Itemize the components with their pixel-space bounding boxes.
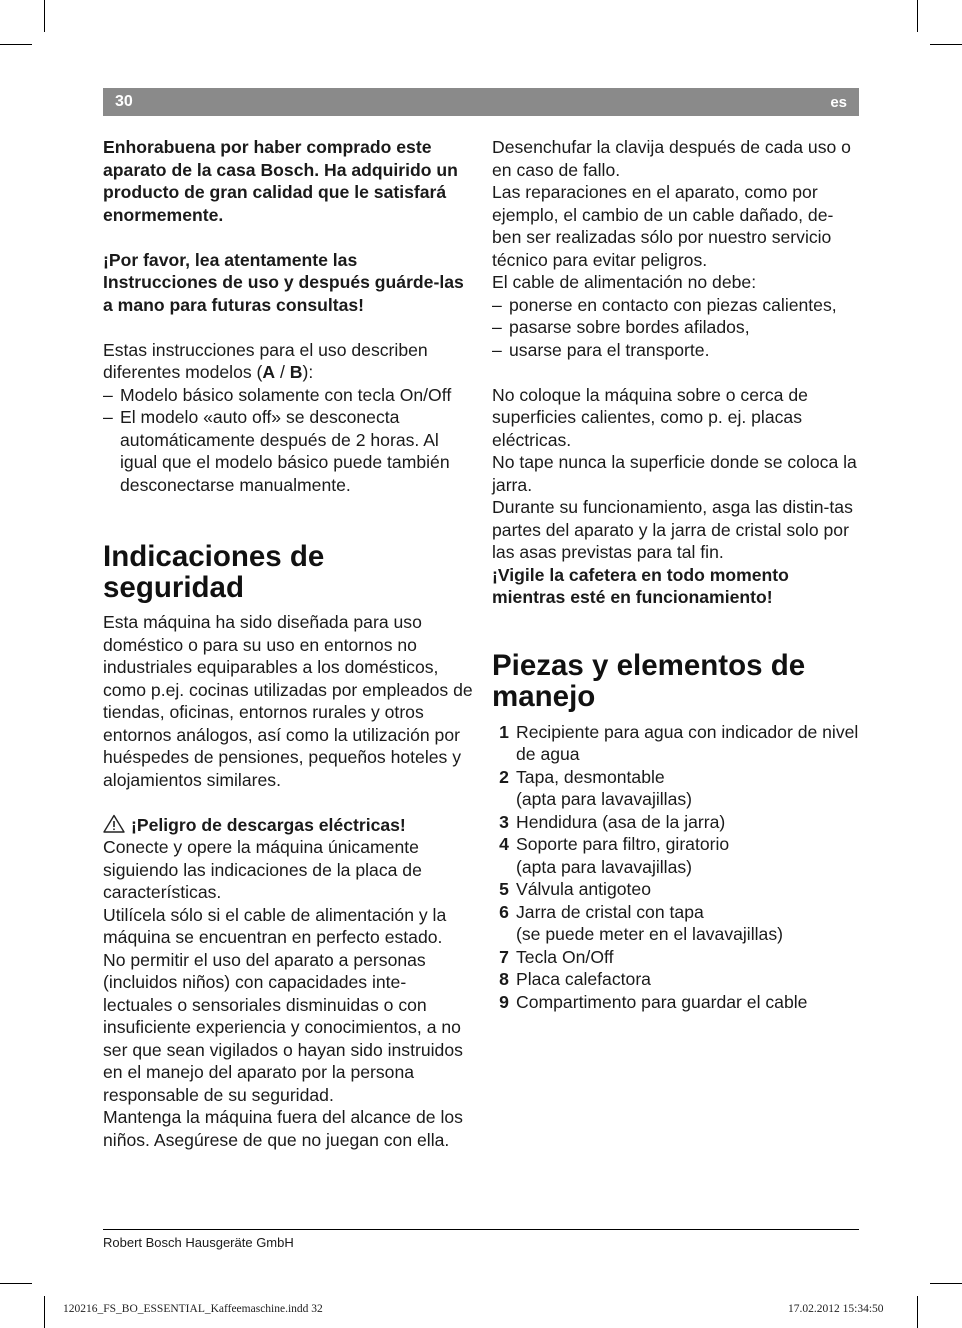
- footer-company: Robert Bosch Hausgeräte GmbH: [103, 1235, 294, 1250]
- part-number: 6: [499, 901, 509, 922]
- part-note: (se puede meter en el lavavajillas): [516, 924, 783, 944]
- model-a: A: [262, 362, 276, 382]
- warning-paragraph: Utilícela sólo si el cable de alimentación y la máquina se encuentran en perfecto estado.: [103, 904, 447, 947]
- print-slug-timestamp: 17.02.2012 15:34:50: [788, 1303, 884, 1315]
- models-intro-text: Estas instrucciones para el uso describen diferentes modelos (: [103, 339, 428, 382]
- part-number: 5: [499, 879, 509, 899]
- crop-mark: [0, 44, 32, 45]
- part-number: 9: [499, 991, 509, 1012]
- right-paragraph: El cable de alimentación no debe:: [492, 272, 757, 292]
- part-number: 1: [499, 721, 509, 742]
- warning-triangle-icon: [103, 814, 125, 833]
- parts-heading: Piezas y elementos de manejo: [492, 648, 806, 713]
- cable-item: – ponerse en contacto con piezas calientes,: [492, 294, 862, 317]
- models-separator: /: [275, 362, 290, 382]
- left-column: [103, 136, 473, 1151]
- warning-paragraph: Conecte y opere la máquina únicamente siguiendo las indicaciones de la placa de características.: [103, 837, 422, 902]
- models-intro-end: ):: [302, 362, 314, 382]
- crop-mark: [44, 0, 45, 32]
- model-item: – El modelo «auto off» se desconecta automáticamente después de 2 horas. Al igual que el modelo básico puede también desconectarse manualmente.: [103, 406, 473, 496]
- cable-item: – pasarse sobre bordes afilados,: [492, 316, 862, 339]
- warning-title-row: [103, 814, 473, 837]
- part-number: 7: [499, 946, 509, 967]
- part-label-group: [516, 766, 862, 811]
- part-label: Hendidura (asa de la jarra): [516, 811, 726, 832]
- page-header-bar: [103, 88, 859, 116]
- model-item: – Modelo básico solamente con tecla On/Off: [103, 384, 473, 407]
- intro-paragraph: Enhorabuena por haber comprado este aparato de la casa Bosch. Ha adquirido un producto de gran calidad que le satisfará enormemente.: [103, 137, 458, 225]
- part-label-group: [516, 833, 862, 878]
- vigilance-notice: ¡Vigile la cafetera en todo momento mientras esté en funcionamiento!: [492, 564, 789, 607]
- model-b: B: [289, 362, 303, 382]
- models-intro: [103, 339, 473, 384]
- parts-list-item: [492, 968, 862, 991]
- right-paragraph: No tape nunca la superficie donde se coloca la jarra.: [492, 452, 857, 495]
- part-label: Placa calefactora: [516, 969, 651, 989]
- crop-mark: [44, 1296, 45, 1328]
- part-number: 2: [499, 766, 509, 787]
- part-label: Tapa, desmontable: [516, 766, 665, 787]
- part-number: 4: [499, 834, 509, 854]
- warning-title: ¡Peligro de descargas eléctricas!: [131, 814, 406, 835]
- parts-list-item: [492, 901, 862, 946]
- part-number: 8: [499, 969, 509, 989]
- right-column: [492, 136, 862, 1013]
- crop-mark: [930, 1283, 962, 1284]
- parts-list-item: [492, 946, 862, 969]
- page-number: 30: [115, 93, 133, 110]
- footer-divider: [103, 1229, 859, 1230]
- parts-list-item: [492, 878, 862, 901]
- part-label: Recipiente para agua con indicador de nivel de agua: [516, 721, 859, 764]
- notice-paragraph: ¡Por favor, lea atentamente las Instrucciones de uso y después guárde-las a mano para futuras consultas!: [103, 249, 464, 315]
- part-number: 3: [499, 811, 509, 832]
- right-paragraph: Las reparaciones en el aparato, como por ejemplo, el cambio de un cable dañado, de-ben ser realizadas sólo por nuestro servicio técnico para evitar peligros.: [492, 182, 834, 270]
- parts-list-item: [492, 811, 862, 834]
- crop-mark: [930, 44, 962, 45]
- part-label: Soporte para filtro, giratorio: [516, 834, 730, 854]
- part-note: (apta para lavavajillas): [516, 856, 693, 877]
- right-paragraph: No coloque la máquina sobre o cerca de superficies calientes, como p. ej. placas eléctricas.: [492, 384, 808, 450]
- part-label-group: [516, 901, 862, 946]
- parts-list-item: [492, 991, 862, 1014]
- crop-mark: [917, 0, 918, 32]
- parts-list-item: [492, 721, 862, 766]
- cable-item: – usarse para el transporte.: [492, 339, 862, 362]
- right-paragraph: Desenchufar la clavija después de cada uso o en caso de fallo.: [492, 137, 851, 180]
- part-label: Jarra de cristal con tapa: [516, 901, 704, 922]
- safety-heading: Indicaciones de seguridad: [103, 540, 325, 604]
- parts-list-item: [492, 833, 862, 878]
- warning-paragraph: Mantenga la máquina fuera del alcance de los niños. Asegúrese de que no juegan con ella.: [103, 1107, 463, 1150]
- language-code: es: [830, 94, 847, 111]
- safety-intro: Esta máquina ha sido diseñada para uso doméstico o para su uso en entornos no industriales equiparables a los domésticos, como p.ej. cocinas utilizadas por empleados de tiendas, oficinas, entornos rurales y otros entornos análogos, así como la utilización por huéspedes de pensiones, pequeños hoteles y alojamientos similares.: [103, 612, 473, 790]
- crop-mark: [0, 1283, 32, 1284]
- part-label: Tecla On/Off: [516, 946, 614, 967]
- part-note: (apta para lavavajillas): [516, 789, 693, 809]
- right-paragraph: Durante su funcionamiento, asga las distin-tas partes del aparato y la jarra de cristal solo por las asas previstas para tal fin.: [492, 497, 853, 562]
- print-slug-filename: 120216_FS_BO_ESSENTIAL_Kaffeemaschine.indd 32: [63, 1303, 323, 1315]
- part-label: Válvula antigoteo: [516, 879, 651, 899]
- part-label: Compartimento para guardar el cable: [516, 991, 808, 1012]
- crop-mark: [917, 1296, 918, 1328]
- parts-list-item: [492, 766, 862, 811]
- warning-paragraph: No permitir el uso del aparato a personas (incluidos niños) con capacidades inte-lectuales o sensoriales disminuidas o con insuficiente experiencia y conocimientos, a no ser que sean vigilados o hayan sido instruidos en el manejo del aparato por la persona responsable de su seguridad.: [103, 949, 463, 1105]
